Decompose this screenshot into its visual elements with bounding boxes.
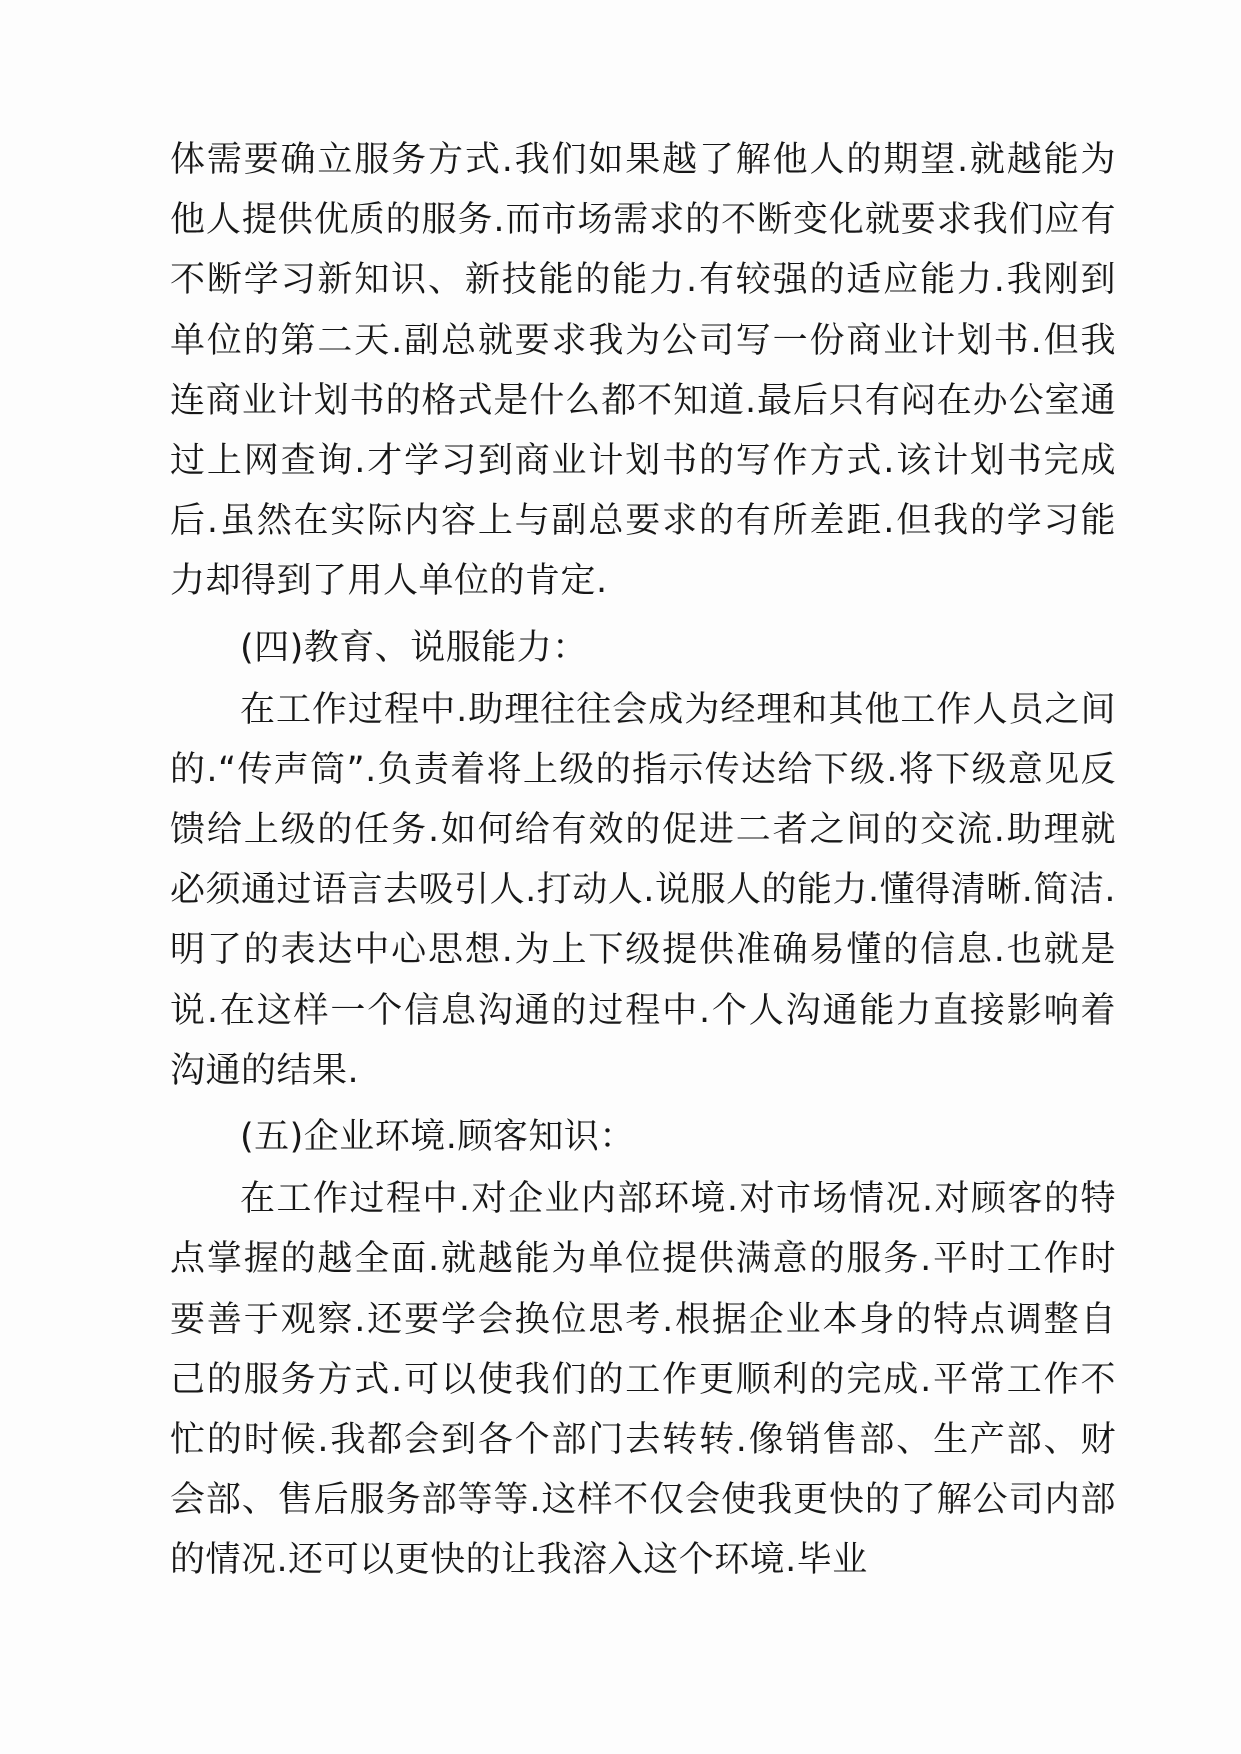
section-heading-five: (五)企业环境.顾客知识： xyxy=(240,1117,635,1157)
document-body xyxy=(170,130,1116,1591)
paragraph-continuation: 体需要确立服务方式.我们如果越了解他人的期望.就越能为他人提供优质的服务.而市场需求的不断变化就要求我们应有不断学习新知识、新技能的能力.有较强的适应能力.我刚到单位的第二天.副总就要求我为公司写一份商业计划书.但我连商业计划书的格式是什么都不知道.最后只有闷在办公室通过上网查询.才学习到商业计划书的写作方式.该计划书完成后.虽然在实际内容上与副总要求的有所差距.但我的学习能力却得到了用人单位的肯定. xyxy=(170,140,1116,602)
paragraph-enterprise-environment: 在工作过程中.对企业内部环境.对市场情况.对顾客的特点掌握的越全面.就越能为单位提供满意的服务.平时工作时要善于观察.还要学会换位思考.根据企业本身的特点调整自己的服务方式.可以使我们的工作更顺利的完成.平常工作不忙的时候.我都会到各个部门去转转.像销售部、生产部、财会部、售后服务部等等.这样不仅会使我更快的了解公司内部的情况.还可以更快的让我溶入这个环境.毕业 xyxy=(170,1179,1116,1581)
section-heading-four: (四)教育、说服能力： xyxy=(240,627,588,668)
paragraph-education-persuasion: 在工作过程中.助理往往会成为经理和其他工作人员之间的.“传声筒”.负责着将上级的指示传达给下级.将下级意见反馈给上级的任务.如何给有效的促进二者之间的交流.助理就必须通过语言去吸引人.打动人.说服人的能力.懂得清晰.简洁.明了的表达中心思想.为上下级提供准确易懂的信息.也就是说.在这样一个信息沟通的过程中.个人沟通能力直接影响着沟通的结果. xyxy=(170,689,1116,1091)
